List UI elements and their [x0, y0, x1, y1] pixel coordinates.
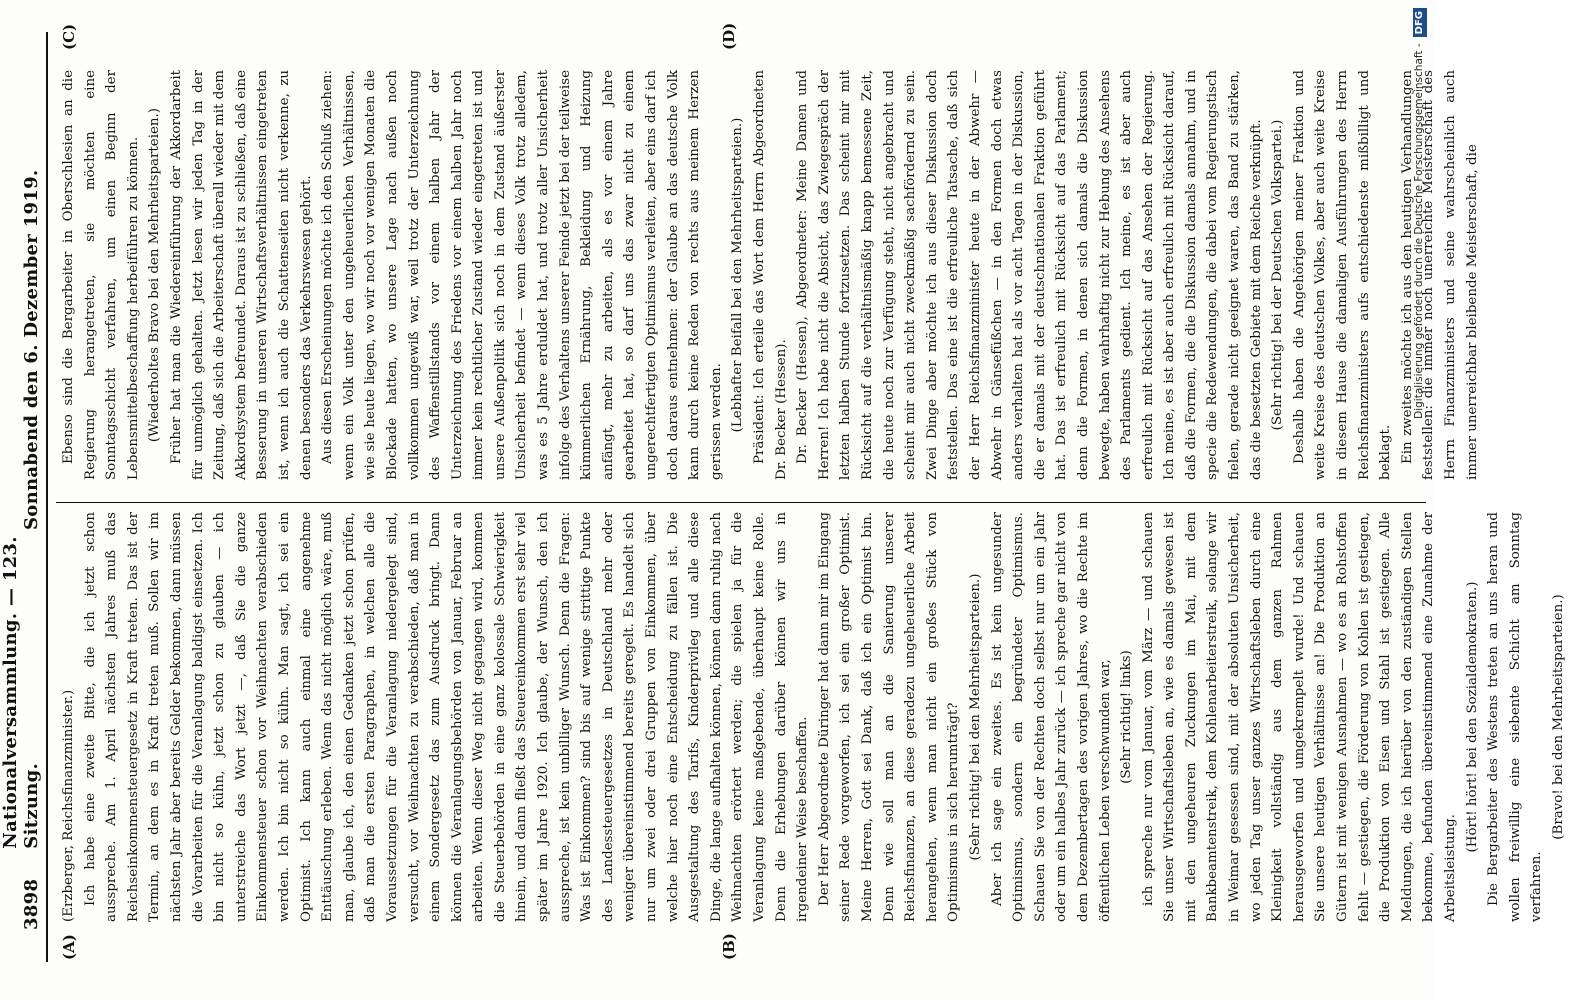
- paragraph: Dr. Becker (Hessen), Abgeordneter: Meine Damen und Herren! Ich habe nicht die Absicht, das Zwiegespräch der letzten halben Stunde fortzusetzen. Das scheint mir mit Rücksicht auf die verhältnismäßig knapp bemessene Zeit, die heute noch zur Verfügung steht, nicht angebracht und scheint mir auch nicht zweckmäßig sachfördernd zu sein. Zwei Dinge aber möchte ich aus dieser Diskussion doch feststellen. Das eine ist die erfreuliche Tatsache, daß sich der Herr Reichsfinanzminister heute in der Abwehr — Abwehr in Gänsefüßchen — in den Formen doch etwas anders verhalten hat als vor acht Tagen in der Diskussion, die er damals mit der deutschnationalen Fraktion geführt hat. Das ist erfreulich mit Rücksicht auf das Parlament; denn die Formen, in denen sich damals die Diskussion bewegte, haben wahrhaftig nicht zur Hebung des Ansehens des Parlaments gedient. Ich meine, es ist aber auch erfreulich mit Rücksicht auf das Ansehen der Regierung. Ich meine, es ist aber auch erfreulich mit Rücksicht darauf, daß die Formen, die die Diskussion damals annahm, und in specie die Redewendungen, die dabei vom Regierungstisch fielen, gerade nicht geeignet waren, das Band zu stärken, das die besetzten Gebiete mit dem Reiche verknüpft.: [795, 70, 1264, 480]
- header-rule: [46, 32, 48, 962]
- header-left: [0, 530, 42, 930]
- left-text-column: [58, 512, 1570, 922]
- digitization-credit-text: [1408, 8, 1430, 992]
- interjection: (Hört! hört! bei den Sozialdemokraten.): [1464, 581, 1480, 853]
- dfg-logo: DFG: [1413, 8, 1427, 37]
- page-number: 3898: [21, 878, 42, 930]
- paragraph: Ebenso sind die Bergarbeiter in Oberschlesien an die Regierung herangetreten, sie möchten eine Sonntagsschicht verfahren, um einen Beginn der Lebensmittelbeschaffung herbeiführen zu können.: [61, 70, 141, 480]
- interjection: (Sehr richtig! links): [1119, 650, 1135, 784]
- paragraph: Ich habe eine zweite Bitte, die ich jetzt schon ausspreche. Am 1. April nächsten Jahres muß das Reichseinkommensteuergesetz in Kraft treten. Das ist der Termin, an dem es in Kraft treten muß. Sollen wir im nächsten Jahr aber bereits Gelder bekommen, dann müssen die Vorarbeiten für die Veranlagung baldigst einsetzen. Ich bin nicht so kühn, jetzt schon zu glauben — ich unterstreiche das Wort jetzt —, daß Sie die ganze Einkommensteuer schon vor Weihnachten verabschieden werden. Ich bin nicht so kühn. Man sagt, ich sei ein Optimist. Ich kann auch einmal eine angenehme Enttäuschung erleben. Wenn das nicht möglich wäre, muß man, glaube ich, den einen Gedanken jetzt schon prüfen, daß man die ersten Paragraphen, in welchen alle die Voraussetzungen für die Veranlagung niedergelegt sind, versucht, vor Weihnachten zu verabschieden, daß man in einem Sondergesetz das zum Ausdruck bringt. Dann können die Veranlagungsbehörden von Januar, Februar an arbeiten. Wenn dieser Weg nicht gegangen wird, kommen die Steuerbehörden in eine ganz kolossale Schwierigkeit hinein, und dann fließt das Steuereinkommen erst sehr viel später im Jahre 1920. Ich glaube, der Wunsch, den ich ausspreche, ist kein unbilliger Wunsch. Denn die Fragen: Was ist Einkommen? sind bis auf wenige strittige Punkte des Landessteuergesetzes in Deutschland mehr oder weniger übereinstimmend bereits geregelt. Es handelt sich nur um zwei oder drei Gruppen von Einkommen, über welche hier noch eine Entscheidung zu fällen ist. Die Ausgestaltung des Tarifs, Kinderprivileg und alle diese Dinge, die lange aufhalten können, können dann ruhig nach Weihnachten erörtert werden; die spielen ja für die Veranlagung keine maßgebende, überhaupt keine Rolle. Denn die Erhebungen darüber können wir uns in irgendeiner Weise beschaffen.: [82, 512, 811, 922]
- margin-mark-c: (C): [60, 23, 78, 50]
- watermark-text: Digitalisierung gefördert durch die Deutsche Forschungsgemeinschaft -: [1413, 43, 1425, 419]
- header-title-right: Sonnabend den 6. Dezember 1919.: [21, 169, 42, 530]
- interjection: (Wiederholtes Bravo bei den Mehrheitsparteien.): [147, 107, 163, 443]
- paragraph: Früher hat man die Wiedereinführung der Akkordarbeit für unmöglich gehalten. Jetzt lesen wir jeden Tag in der Zeitung, daß sich die Arbeiterschaft überall wieder mit dem Akkordsystem befreundet. Daraus ist zu schließen, daß eine Besserung in unseren Wirtschaftsverhältnissen eingetreten ist, wenn ich auch die Schattenseiten nicht verkenne, zu denen besonders das Verkehrswesen gehört.: [168, 70, 314, 480]
- paragraph: ich spreche nur vom Januar, vom März — und schauen Sie unser Wirtschaftsleben an, wie es damals gewesen ist mit den ungeheuren Zuckungen im Mai, mit dem Bankbeamtenstreik, dem Kohlenarbeiterstreik, solange wir in Weimar gesessen sind, mit der absoluten Unsicherheit, wo jeden Tag unser ganzes Wirtschaftsleben durch eine Kleinigkeit vollständig aus dem ganzen Rahmen herausgeworfen und umgekrempelt wurde! Und schauen Sie unsere heutigen Verhältnisse an! Die Produktion an Gütern ist mit wenigen Ausnahmen — wo es an Rohstoffen fehlt — gestiegen, die Förderung von Kohlen ist gestiegen, die Produktion von Eisen und Stahl ist gestiegen. Alle Meldungen, die ich hierüber von den zuständigen Stellen bekomme, befunden übereinstimmend eine Zunahme der Arbeitsleistung.: [1140, 512, 1458, 922]
- right-text-column: [58, 70, 1483, 480]
- column-divider: [56, 502, 1426, 503]
- interjection: (Sehr richtig! bei den Mehrheitsparteien.): [967, 573, 983, 861]
- interjection: (Sehr richtig! bei der Deutschen Volkspartei.): [1270, 119, 1286, 431]
- interjection: (Bravo! bei den Mehrheitsparteien.): [1550, 594, 1566, 840]
- paragraph: Präsident: Ich erteile das Wort dem Herrn Abgeordneten Dr. Becker (Hessen).: [752, 70, 789, 480]
- paragraph: Der Herr Abgeordnete Düringer hat dann mir im Eingang seiner Rede vorgeworfen, ich sei ein großer Optimist. Meine Herren, Gott sei Dank, daß ich ein Optimist bin. Denn wie soll man an die Sanierung unserer Reichsfinanzen, an diese geradezu ungeheuerliche Arbeit herangehen, wenn man nicht ein großes Stück von Optimismus in sich herumträgt?: [816, 512, 962, 922]
- paragraph: Ein zweites möchte ich aus den heutigen Verhandlungen feststellen: die immer noch unerreichte Meisterschaft des Herrn Finanzministers und seine wahrscheinlich auch immer unerreichbar bleibende Meisterschaft, die: [1399, 70, 1480, 480]
- paragraph: Aber ich sage ein zweites. Es ist kein ungesunder Optimismus, sondern ein begründeter Optimismus. Schauen Sie von der Rechten doch selbst nur um ein Jahr oder um ein halbes Jahr zurück — ich spreche gar nicht von dem Dezembertagen des vorigen Jahres, wo die Rechte im öffentlichen Leben verschwunden war,: [989, 512, 1113, 922]
- digitization-credit: [1408, 8, 1430, 992]
- header-right: [8, 10, 42, 530]
- header-title-left: Nationalversammlung. — 123. Sitzung.: [0, 536, 42, 849]
- paragraph: (Erzberger, Reichsfinanzminister.): [61, 689, 76, 922]
- margin-mark-a: (A): [60, 934, 78, 960]
- margin-mark-b: (B): [720, 933, 738, 960]
- margin-mark-d: (D): [720, 22, 738, 50]
- interjection: (Lebhafter Beifall bei den Mehrheitsparteien.): [730, 117, 746, 433]
- paragraph: Die Bergarbeiter des Westens treten an uns heran und wollen freiwillig eine siebente Schicht am Sonntag verfahren.: [1486, 512, 1545, 922]
- paragraph: Deshalb haben die Angehörigen meiner Fraktion und weite Kreise des deutschen Volkes, aber auch weite Kreise in diesem Hause die damaligen Ausführungen des Herrn Reichsfinanzministers aufs entschiedenste mißbilligt und beklagt.: [1291, 70, 1394, 480]
- paragraph: Aus diesen Erscheinungen möchte ich den Schluß ziehen: wenn ein Volk unter den ungeheuerlichen Verhältnissen, wie sie heute liegen, wo wir noch vor wenigen Monaten die Blockade hatten, wo unsere Lage nach außen noch vollkommen ungewiß war, weil trotz der Unterzeichnung des Waffenstillstands vor einem halben Jahr der Unterzeichnung des Friedens vor einem halben Jahr noch immer kein rechtlicher Zustand wieder eingetreten ist und unsere Außenpolitik sich noch in dem Zustand äußerster Unsicherheit befindet — wenn dieses Volk trotz alledem, was es 5 Jahre erduldet hat, und trotz aller Unsicherheit infolge des Verhaltens unserer Feinde jetzt bei der teilweise kümmerlichen Ernährung, Bekleidung und Heizung anfängt, mehr zu arbeiten, als es vor einem Jahre gearbeitet hat, so darf uns das zwar nicht zu einem ungerechtfertigten Optimismus verleiten, aber eins darf ich doch daraus entnehmen: der Glaube an das deutsche Volk kann durch keine Reden von rechts aus meinem Herzen gerissen werden.: [320, 70, 724, 480]
